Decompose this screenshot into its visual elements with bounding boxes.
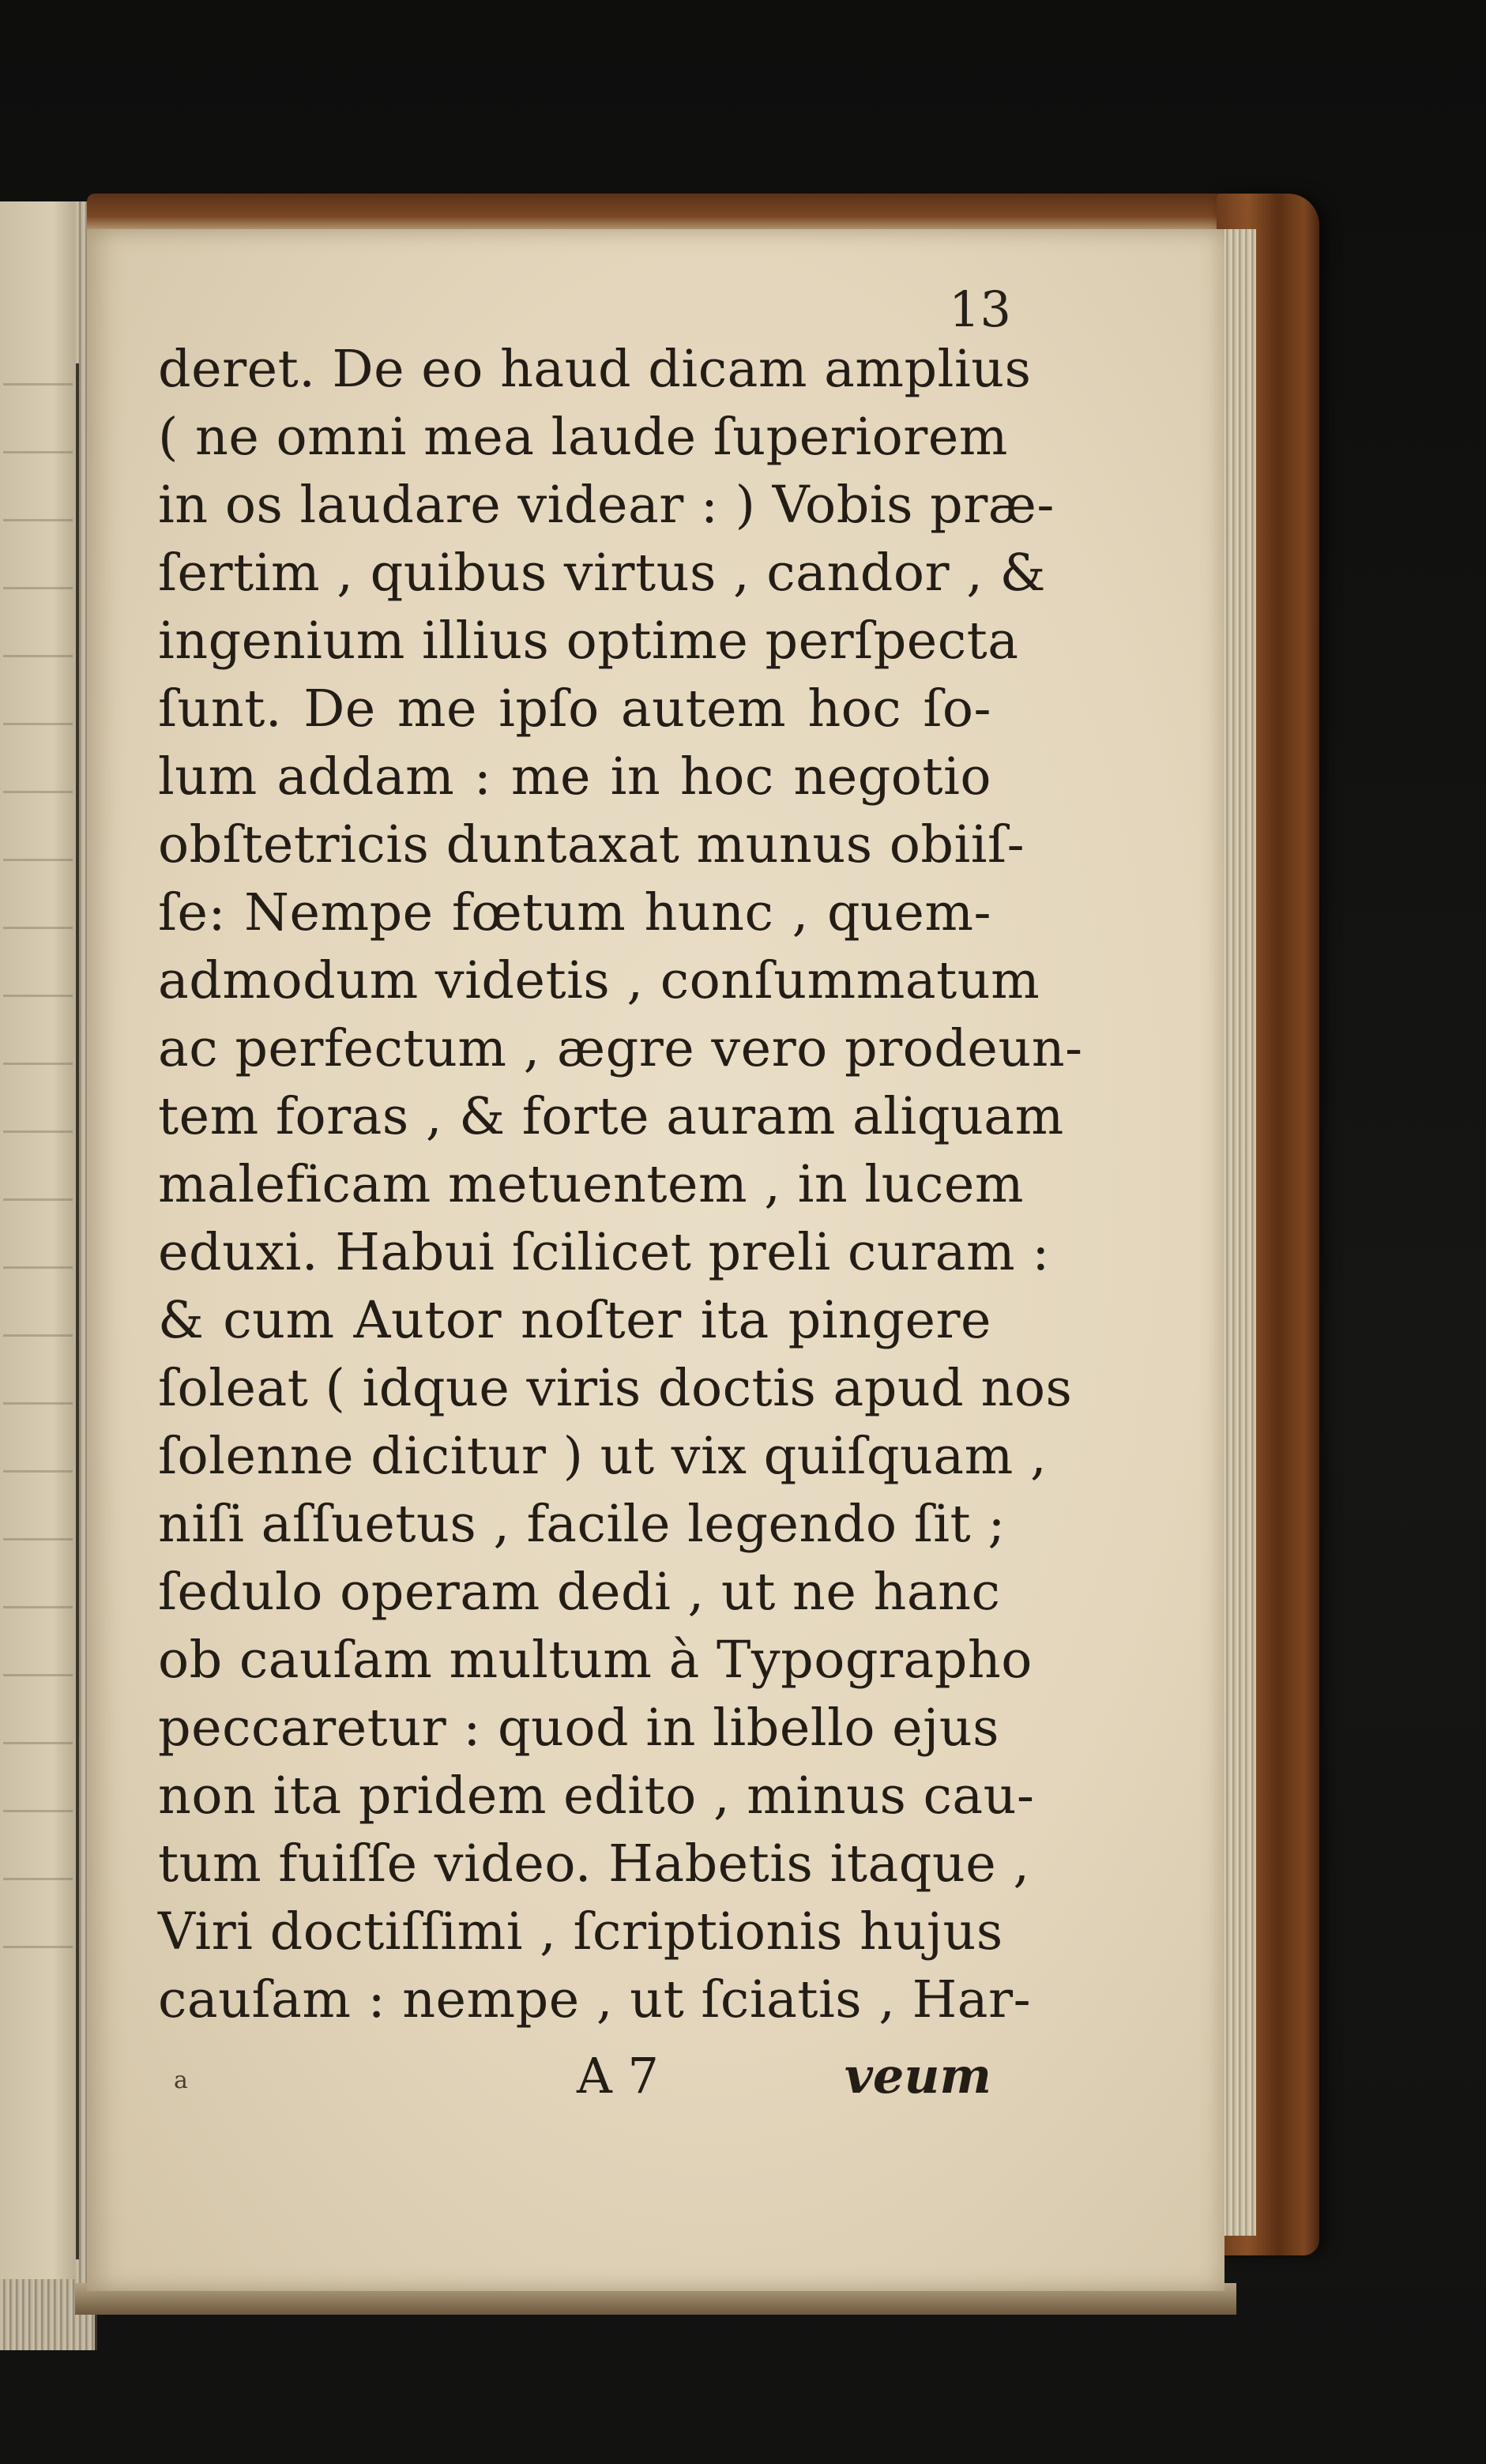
bleed-through-line xyxy=(3,1810,73,1812)
bleed-through-line xyxy=(3,1606,73,1608)
gutter-rule xyxy=(76,363,79,2259)
text-line: deret. De eo haud dicam amplius xyxy=(158,340,1032,399)
text-line: maleficam metuentem , in lucem xyxy=(158,1155,1025,1214)
bleed-through-line xyxy=(3,1946,73,1948)
bleed-through-line xyxy=(3,519,73,521)
stray-mark: a xyxy=(174,2067,188,2094)
text-line: tem foras , & forte auram aliquam xyxy=(158,1087,1064,1146)
cover-top-edge xyxy=(87,194,1296,231)
bleed-through-line xyxy=(3,791,73,793)
text-line: non ita pridem edito , minus cau- xyxy=(158,1766,1035,1826)
bleed-through-line xyxy=(3,723,73,725)
text-line: ac perfectum , ægre vero prodeun- xyxy=(158,1019,1083,1078)
text-line: niſi aſſuetus , facile legendo ſit ; xyxy=(158,1495,1006,1554)
bleed-through-line xyxy=(3,995,73,997)
text-line: ſe: Nempe fœtum hunc , quem- xyxy=(158,883,991,942)
text-line: ſunt. De me ipſo autem hoc ſo- xyxy=(158,679,991,739)
text-line: lum addam : me in hoc negotio xyxy=(158,747,991,807)
bleed-through-line xyxy=(3,1470,73,1473)
bleed-through-line xyxy=(3,1878,73,1880)
bleed-through-line xyxy=(3,1674,73,1676)
bleed-through-line xyxy=(3,587,73,589)
text-line: ſolenne dicitur ) ut vix quiſquam , xyxy=(158,1427,1048,1486)
text-line: ſedulo operam dedi , ut ne hanc xyxy=(158,1563,1001,1622)
left-page-face xyxy=(0,201,75,2279)
bleed-through-line xyxy=(3,451,73,453)
bleed-through-line xyxy=(3,1402,73,1405)
bleed-through-line xyxy=(3,1198,73,1201)
bleed-through-line xyxy=(3,1334,73,1337)
text-line: ingenium illius optime perſpecta xyxy=(158,611,1019,671)
text-line: admodum videtis , conſummatum xyxy=(158,951,1040,1010)
bleed-through-line xyxy=(3,927,73,929)
text-line: tum fuiſſe video. Habetis itaque , xyxy=(158,1834,1030,1894)
text-line: cauſam : nempe , ut ſciatis , Har- xyxy=(158,1970,1032,2030)
text-line: obſtetricis duntaxat munus obiiſ- xyxy=(158,815,1025,875)
bleed-through-line xyxy=(3,1266,73,1269)
signature-mark: A 7 xyxy=(577,2047,659,2105)
text-line: peccaretur : quod in libello ejus xyxy=(158,1698,1000,1758)
text-line: in os laudare videar : ) Vobis præ- xyxy=(158,476,1055,535)
page-footer xyxy=(158,2042,991,2110)
text-line: ſoleat ( idque viris doctis apud nos xyxy=(158,1359,1073,1418)
catchword: veum xyxy=(844,2047,991,2105)
text-line: eduxi. Habui ſcilicet preli curam : xyxy=(158,1223,1050,1282)
page-number: 13 xyxy=(949,280,1011,338)
text-line: ob cauſam multum à Typographo xyxy=(158,1631,1033,1690)
bleed-through-line xyxy=(3,1063,73,1065)
text-line: ( ne omni mea laude ſuperiorem xyxy=(158,408,1008,467)
text-line: Viri doctiſſimi , ſcriptionis hujus xyxy=(158,1902,1003,1962)
bleed-through-line xyxy=(3,655,73,657)
bleed-through-line xyxy=(3,859,73,861)
bleed-through-line xyxy=(3,1538,73,1540)
text-line: ſertim , quibus virtus , candor , & xyxy=(158,544,1046,603)
body-text xyxy=(158,336,1083,2034)
text-line: & cum Autor noſter ita pingere xyxy=(158,1291,991,1350)
bleed-through-line xyxy=(3,383,73,386)
bleed-through-line xyxy=(3,1742,73,1744)
bleed-through-line xyxy=(3,1130,73,1133)
